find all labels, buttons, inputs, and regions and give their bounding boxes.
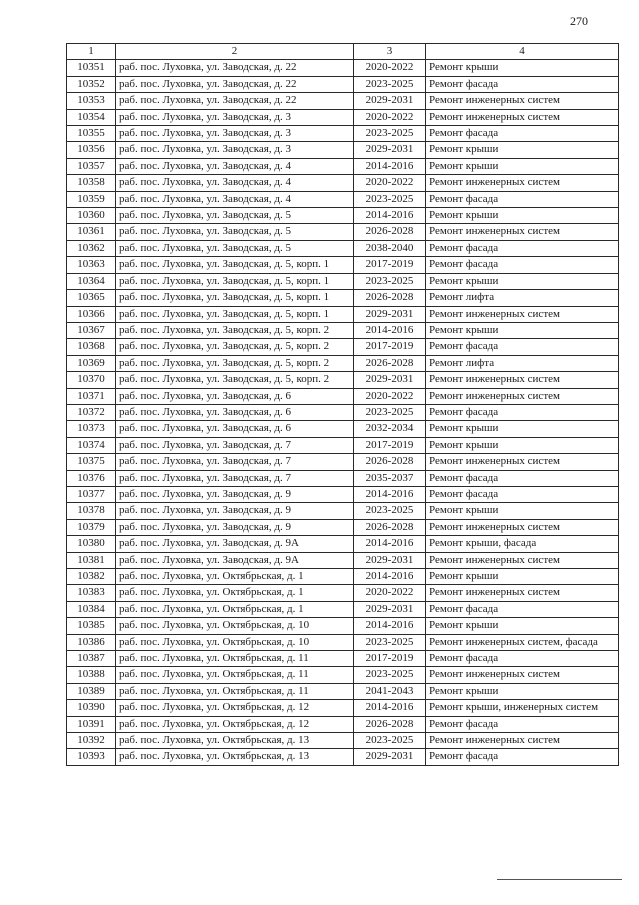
footer-rule (497, 879, 622, 880)
work-type-cell: Ремонт инженерных систем (426, 519, 619, 535)
work-type-cell: Ремонт крыши (426, 421, 619, 437)
address-cell: раб. пос. Луховка, ул. Заводская, д. 5, корп. 2 (116, 339, 354, 355)
table-row (67, 404, 619, 420)
work-type-cell: Ремонт фасада (426, 126, 619, 142)
address-cell: раб. пос. Луховка, ул. Заводская, д. 3 (116, 126, 354, 142)
work-type-cell: Ремонт крыши (426, 683, 619, 699)
address-cell: раб. пос. Луховка, ул. Октябрьская, д. 12 (116, 700, 354, 716)
period-cell: 2023-2025 (354, 733, 426, 749)
row-number-cell: 10362 (67, 240, 116, 256)
period-cell: 2023-2025 (354, 503, 426, 519)
row-number-cell: 10371 (67, 388, 116, 404)
table-row (67, 651, 619, 667)
row-number-cell: 10387 (67, 651, 116, 667)
work-type-cell: Ремонт инженерных систем (426, 585, 619, 601)
table-row (67, 60, 619, 76)
row-number-cell: 10364 (67, 273, 116, 289)
address-cell: раб. пос. Луховка, ул. Заводская, д. 4 (116, 175, 354, 191)
address-cell: раб. пос. Луховка, ул. Заводская, д. 5 (116, 240, 354, 256)
work-type-cell: Ремонт инженерных систем (426, 388, 619, 404)
page-number: 270 (570, 14, 588, 28)
period-cell: 2014-2016 (354, 322, 426, 338)
work-type-cell: Ремонт крыши (426, 503, 619, 519)
table-row (67, 683, 619, 699)
period-cell: 2026-2028 (354, 224, 426, 240)
row-number-cell: 10393 (67, 749, 116, 765)
address-cell: раб. пос. Луховка, ул. Заводская, д. 3 (116, 142, 354, 158)
column-header-work-type: 4 (426, 44, 619, 60)
table-row (67, 76, 619, 92)
address-cell: раб. пос. Луховка, ул. Октябрьская, д. 1 (116, 569, 354, 585)
row-number-cell: 10369 (67, 355, 116, 371)
address-cell: раб. пос. Луховка, ул. Заводская, д. 22 (116, 60, 354, 76)
work-type-cell: Ремонт крыши (426, 437, 619, 453)
table-row (67, 93, 619, 109)
work-type-cell: Ремонт крыши (426, 618, 619, 634)
table-row (67, 273, 619, 289)
period-cell: 2023-2025 (354, 76, 426, 92)
period-cell: 2014-2016 (354, 208, 426, 224)
row-number-cell: 10392 (67, 733, 116, 749)
table-row (67, 240, 619, 256)
period-cell: 2023-2025 (354, 273, 426, 289)
work-type-cell: Ремонт инженерных систем (426, 93, 619, 109)
period-cell: 2014-2016 (354, 618, 426, 634)
period-cell: 2017-2019 (354, 257, 426, 273)
table-row (67, 618, 619, 634)
address-cell: раб. пос. Луховка, ул. Заводская, д. 4 (116, 158, 354, 174)
row-number-cell: 10380 (67, 536, 116, 552)
work-type-cell: Ремонт инженерных систем (426, 552, 619, 568)
address-cell: раб. пос. Луховка, ул. Заводская, д. 9 (116, 486, 354, 502)
table-row (67, 519, 619, 535)
row-number-cell: 10374 (67, 437, 116, 453)
work-type-cell: Ремонт фасада (426, 470, 619, 486)
work-type-cell: Ремонт инженерных систем, фасада (426, 634, 619, 650)
table-row (67, 470, 619, 486)
period-cell: 2023-2025 (354, 126, 426, 142)
row-number-cell: 10382 (67, 569, 116, 585)
row-number-cell: 10372 (67, 404, 116, 420)
row-number-cell: 10390 (67, 700, 116, 716)
address-cell: раб. пос. Луховка, ул. Заводская, д. 22 (116, 93, 354, 109)
work-type-cell: Ремонт лифта (426, 355, 619, 371)
period-cell: 2026-2028 (354, 716, 426, 732)
period-cell: 2038-2040 (354, 240, 426, 256)
row-number-cell: 10386 (67, 634, 116, 650)
period-cell: 2017-2019 (354, 339, 426, 355)
row-number-cell: 10359 (67, 191, 116, 207)
period-cell: 2032-2034 (354, 421, 426, 437)
table-row (67, 306, 619, 322)
work-type-cell: Ремонт крыши (426, 208, 619, 224)
address-cell: раб. пос. Луховка, ул. Заводская, д. 7 (116, 454, 354, 470)
table-row (67, 700, 619, 716)
address-cell: раб. пос. Луховка, ул. Заводская, д. 6 (116, 404, 354, 420)
row-number-cell: 10376 (67, 470, 116, 486)
table-row (67, 585, 619, 601)
period-cell: 2023-2025 (354, 404, 426, 420)
address-cell: раб. пос. Луховка, ул. Заводская, д. 5, корп. 2 (116, 322, 354, 338)
table-body (67, 60, 619, 765)
address-cell: раб. пос. Луховка, ул. Октябрьская, д. 10 (116, 618, 354, 634)
period-cell: 2023-2025 (354, 634, 426, 650)
work-type-cell: Ремонт крыши (426, 322, 619, 338)
work-type-cell: Ремонт инженерных систем (426, 109, 619, 125)
table-row (67, 486, 619, 502)
work-type-cell: Ремонт лифта (426, 290, 619, 306)
work-type-cell: Ремонт крыши (426, 273, 619, 289)
work-type-cell: Ремонт фасада (426, 486, 619, 502)
address-cell: раб. пос. Луховка, ул. Заводская, д. 5, корп. 1 (116, 306, 354, 322)
address-cell: раб. пос. Луховка, ул. Октябрьская, д. 1 (116, 585, 354, 601)
repair-schedule-table (66, 43, 619, 766)
address-cell: раб. пос. Луховка, ул. Заводская, д. 5, корп. 1 (116, 273, 354, 289)
row-number-cell: 10352 (67, 76, 116, 92)
period-cell: 2026-2028 (354, 355, 426, 371)
row-number-cell: 10356 (67, 142, 116, 158)
row-number-cell: 10384 (67, 601, 116, 617)
work-type-cell: Ремонт инженерных систем (426, 372, 619, 388)
row-number-cell: 10363 (67, 257, 116, 273)
row-number-cell: 10383 (67, 585, 116, 601)
row-number-cell: 10389 (67, 683, 116, 699)
address-cell: раб. пос. Луховка, ул. Октябрьская, д. 11 (116, 651, 354, 667)
address-cell: раб. пос. Луховка, ул. Заводская, д. 5 (116, 208, 354, 224)
row-number-cell: 10373 (67, 421, 116, 437)
row-number-cell: 10351 (67, 60, 116, 76)
table-row (67, 388, 619, 404)
address-cell: раб. пос. Луховка, ул. Заводская, д. 4 (116, 191, 354, 207)
table-row (67, 503, 619, 519)
address-cell: раб. пос. Луховка, ул. Октябрьская, д. 13 (116, 733, 354, 749)
period-cell: 2041-2043 (354, 683, 426, 699)
period-cell: 2023-2025 (354, 191, 426, 207)
address-cell: раб. пос. Луховка, ул. Октябрьская, д. 10 (116, 634, 354, 650)
work-type-cell: Ремонт крыши, инженерных систем (426, 700, 619, 716)
address-cell: раб. пос. Луховка, ул. Заводская, д. 9 (116, 503, 354, 519)
row-number-cell: 10361 (67, 224, 116, 240)
address-cell: раб. пос. Луховка, ул. Заводская, д. 5, корп. 2 (116, 372, 354, 388)
work-type-cell: Ремонт инженерных систем (426, 454, 619, 470)
period-cell: 2020-2022 (354, 175, 426, 191)
row-number-cell: 10365 (67, 290, 116, 306)
work-type-cell: Ремонт инженерных систем (426, 667, 619, 683)
address-cell: раб. пос. Луховка, ул. Октябрьская, д. 11 (116, 667, 354, 683)
address-cell: раб. пос. Луховка, ул. Октябрьская, д. 1 (116, 601, 354, 617)
address-cell: раб. пос. Луховка, ул. Заводская, д. 6 (116, 421, 354, 437)
address-cell: раб. пос. Луховка, ул. Октябрьская, д. 11 (116, 683, 354, 699)
row-number-cell: 10354 (67, 109, 116, 125)
address-cell: раб. пос. Луховка, ул. Октябрьская, д. 13 (116, 749, 354, 765)
address-cell: раб. пос. Луховка, ул. Заводская, д. 5 (116, 224, 354, 240)
table-row (67, 126, 619, 142)
table-row (67, 191, 619, 207)
period-cell: 2014-2016 (354, 486, 426, 502)
period-cell: 2029-2031 (354, 93, 426, 109)
row-number-cell: 10367 (67, 322, 116, 338)
column-header-number: 1 (67, 44, 116, 60)
work-type-cell: Ремонт крыши (426, 142, 619, 158)
table-row (67, 601, 619, 617)
row-number-cell: 10358 (67, 175, 116, 191)
row-number-cell: 10368 (67, 339, 116, 355)
table-row (67, 224, 619, 240)
work-type-cell: Ремонт инженерных систем (426, 224, 619, 240)
column-header-period: 3 (354, 44, 426, 60)
work-type-cell: Ремонт инженерных систем (426, 175, 619, 191)
address-cell: раб. пос. Луховка, ул. Заводская, д. 6 (116, 388, 354, 404)
address-cell: раб. пос. Луховка, ул. Заводская, д. 3 (116, 109, 354, 125)
row-number-cell: 10385 (67, 618, 116, 634)
table-row (67, 257, 619, 273)
work-type-cell: Ремонт крыши (426, 60, 619, 76)
period-cell: 2014-2016 (354, 569, 426, 585)
row-number-cell: 10388 (67, 667, 116, 683)
work-type-cell: Ремонт фасада (426, 404, 619, 420)
table-row (67, 158, 619, 174)
row-number-cell: 10379 (67, 519, 116, 535)
address-cell: раб. пос. Луховка, ул. Заводская, д. 5, корп. 1 (116, 290, 354, 306)
address-cell: раб. пос. Луховка, ул. Заводская, д. 5, корп. 2 (116, 355, 354, 371)
row-number-cell: 10366 (67, 306, 116, 322)
period-cell: 2026-2028 (354, 454, 426, 470)
address-cell: раб. пос. Луховка, ул. Заводская, д. 7 (116, 470, 354, 486)
row-number-cell: 10378 (67, 503, 116, 519)
period-cell: 2029-2031 (354, 552, 426, 568)
table-row (67, 208, 619, 224)
period-cell: 2029-2031 (354, 372, 426, 388)
period-cell: 2017-2019 (354, 651, 426, 667)
period-cell: 2029-2031 (354, 749, 426, 765)
table-row (67, 749, 619, 765)
work-type-cell: Ремонт фасада (426, 716, 619, 732)
period-cell: 2014-2016 (354, 700, 426, 716)
table-row (67, 142, 619, 158)
work-type-cell: Ремонт крыши, фасада (426, 536, 619, 552)
work-type-cell: Ремонт фасада (426, 651, 619, 667)
table-row (67, 421, 619, 437)
table-row (67, 733, 619, 749)
table-row (67, 175, 619, 191)
table-row (67, 569, 619, 585)
work-type-cell: Ремонт фасада (426, 191, 619, 207)
address-cell: раб. пос. Луховка, ул. Заводская, д. 9 (116, 519, 354, 535)
period-cell: 2020-2022 (354, 109, 426, 125)
table-row (67, 372, 619, 388)
table-row (67, 437, 619, 453)
period-cell: 2029-2031 (354, 306, 426, 322)
table-row (67, 322, 619, 338)
table-row (67, 536, 619, 552)
table-row (67, 667, 619, 683)
period-cell: 2014-2016 (354, 536, 426, 552)
period-cell: 2020-2022 (354, 388, 426, 404)
table-row (67, 109, 619, 125)
row-number-cell: 10353 (67, 93, 116, 109)
period-cell: 2026-2028 (354, 290, 426, 306)
period-cell: 2017-2019 (354, 437, 426, 453)
work-type-cell: Ремонт инженерных систем (426, 733, 619, 749)
table-header-row (67, 44, 619, 60)
table-row (67, 290, 619, 306)
work-type-cell: Ремонт фасада (426, 749, 619, 765)
work-type-cell: Ремонт фасада (426, 339, 619, 355)
address-cell: раб. пос. Луховка, ул. Заводская, д. 22 (116, 76, 354, 92)
work-type-cell: Ремонт крыши (426, 569, 619, 585)
row-number-cell: 10375 (67, 454, 116, 470)
period-cell: 2020-2022 (354, 585, 426, 601)
row-number-cell: 10377 (67, 486, 116, 502)
work-type-cell: Ремонт крыши (426, 158, 619, 174)
period-cell: 2023-2025 (354, 667, 426, 683)
period-cell: 2035-2037 (354, 470, 426, 486)
row-number-cell: 10357 (67, 158, 116, 174)
table-row (67, 355, 619, 371)
work-type-cell: Ремонт фасада (426, 240, 619, 256)
table-row (67, 552, 619, 568)
row-number-cell: 10381 (67, 552, 116, 568)
table-row (67, 634, 619, 650)
table-row (67, 454, 619, 470)
period-cell: 2029-2031 (354, 142, 426, 158)
work-type-cell: Ремонт инженерных систем (426, 306, 619, 322)
address-cell: раб. пос. Луховка, ул. Октябрьская, д. 12 (116, 716, 354, 732)
row-number-cell: 10391 (67, 716, 116, 732)
address-cell: раб. пос. Луховка, ул. Заводская, д. 9А (116, 536, 354, 552)
period-cell: 2029-2031 (354, 601, 426, 617)
work-type-cell: Ремонт фасада (426, 76, 619, 92)
table-row (67, 339, 619, 355)
address-cell: раб. пос. Луховка, ул. Заводская, д. 7 (116, 437, 354, 453)
period-cell: 2014-2016 (354, 158, 426, 174)
address-cell: раб. пос. Луховка, ул. Заводская, д. 5, корп. 1 (116, 257, 354, 273)
row-number-cell: 10370 (67, 372, 116, 388)
row-number-cell: 10360 (67, 208, 116, 224)
address-cell: раб. пос. Луховка, ул. Заводская, д. 9А (116, 552, 354, 568)
table-row (67, 716, 619, 732)
period-cell: 2020-2022 (354, 60, 426, 76)
column-header-address: 2 (116, 44, 354, 60)
work-type-cell: Ремонт фасада (426, 257, 619, 273)
period-cell: 2026-2028 (354, 519, 426, 535)
work-type-cell: Ремонт фасада (426, 601, 619, 617)
row-number-cell: 10355 (67, 126, 116, 142)
